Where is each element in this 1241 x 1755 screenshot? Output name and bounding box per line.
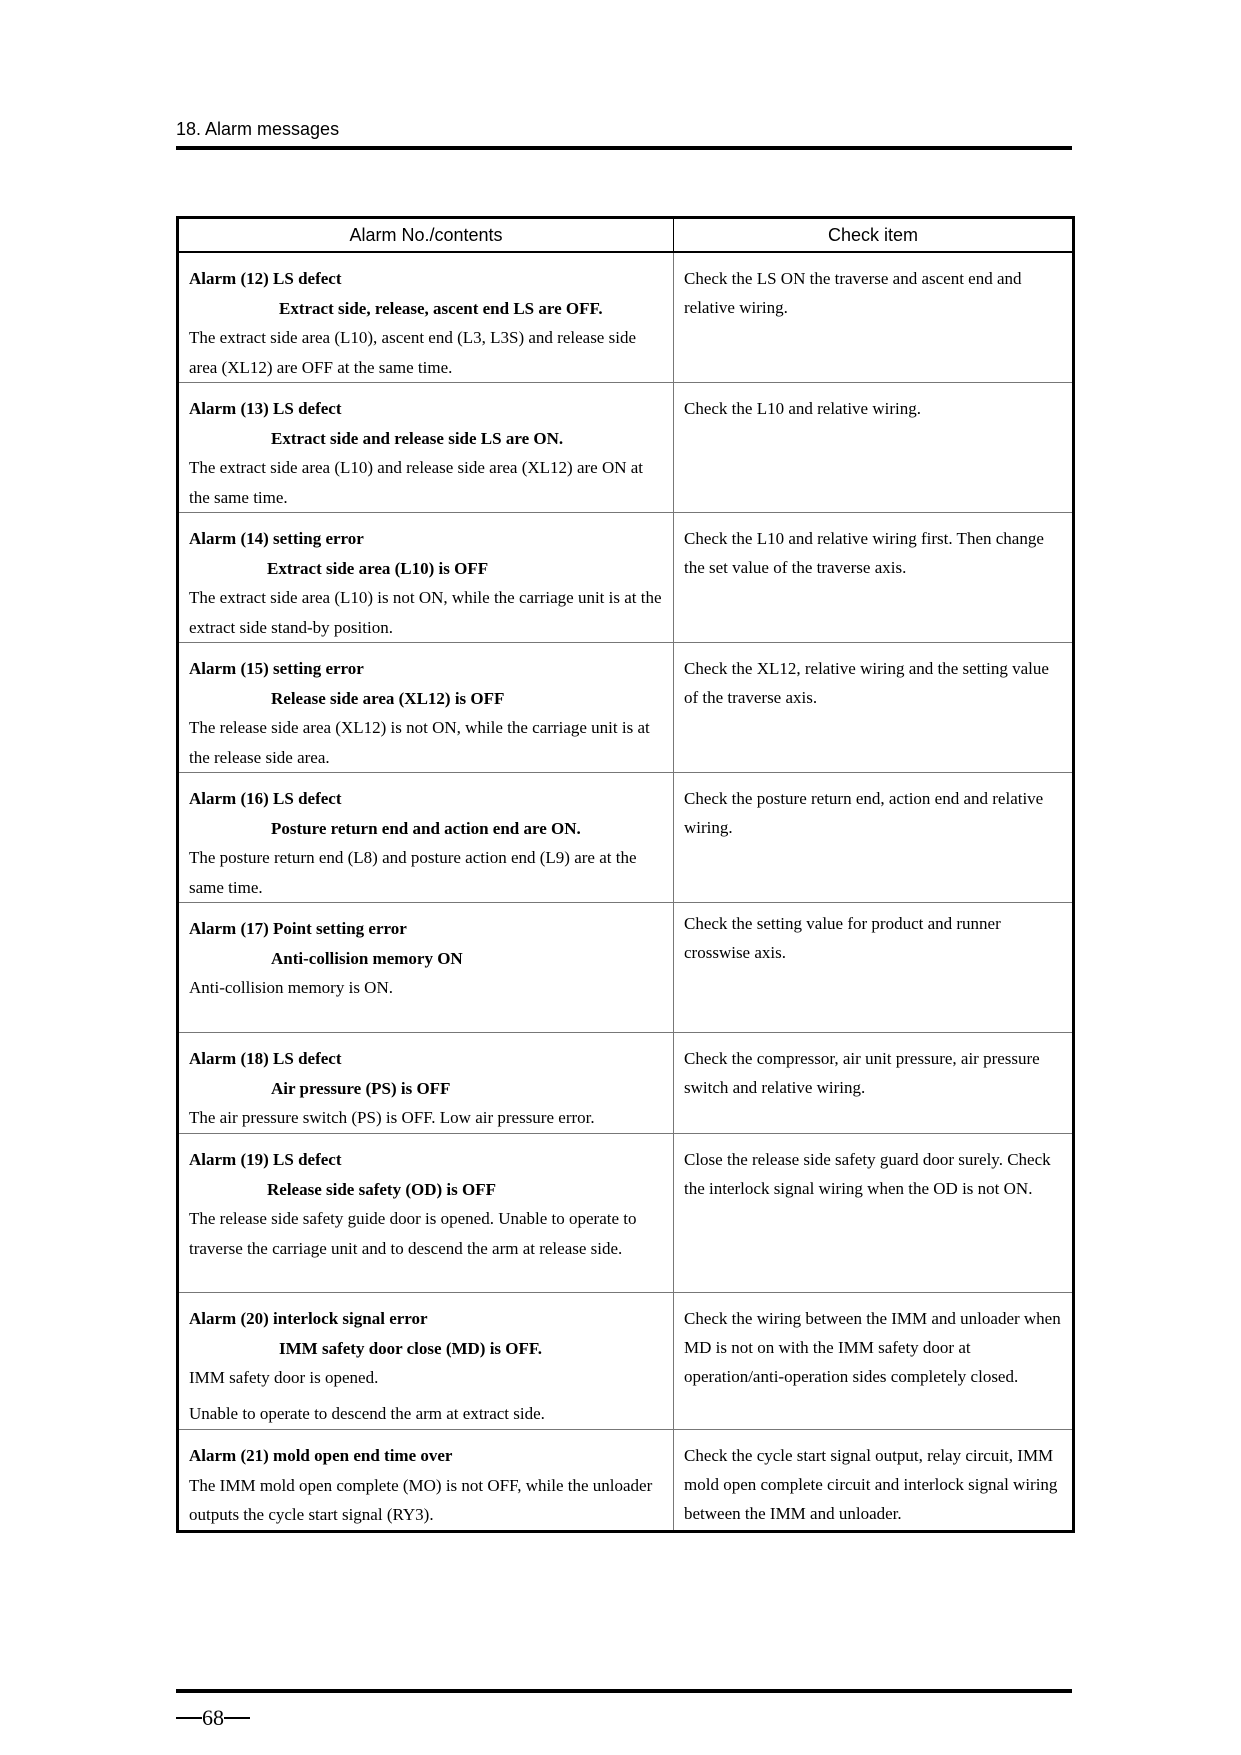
alarm-title: Alarm (15) setting error [189,659,364,678]
alarm-title: Alarm (21) mold open end time over [189,1446,453,1465]
page-number-dash-right [224,1717,250,1719]
table-row [178,513,1074,643]
page-number-value: 68 [202,1705,224,1730]
page-number [176,1705,250,1731]
header-divider [176,146,1072,150]
alarm-subtitle: Extract side, release, ascent end LS are OFF. [279,298,603,318]
table-row [178,1134,1074,1293]
check-item: Check the cycle start signal output, relay circuit, IMM mold open complete circuit and interlock signal wiring between the IMM and unloader. [674,1430,1074,1532]
table-row [178,1293,1074,1430]
alarm-subtitle: Release side area (XL12) is OFF [271,688,505,708]
alarm-description: The posture return end (L8) and posture action end (L9) are at the same time. [189,848,637,897]
check-item: Check the L10 and relative wiring first. Then change the set value of the traverse axis. [674,513,1074,643]
alarm-cell [178,1033,674,1134]
check-item: Check the posture return end, action end and relative wiring. [674,773,1074,903]
alarm-extra-note: Unable to operate to descend the arm at extract side. [189,1403,545,1423]
alarm-cell [178,903,674,1033]
alarm-subtitle: Extract side and release side LS are ON. [271,428,564,448]
alarm-cell [178,1430,674,1532]
footer-divider [176,1689,1072,1693]
alarm-title: Alarm (19) LS defect [189,1150,342,1169]
alarm-cell [178,773,674,903]
alarm-description: IMM safety door is opened. [189,1368,379,1387]
table-row [178,773,1074,903]
table-row [178,252,1074,383]
alarm-cell [178,643,674,773]
alarm-cell [178,513,674,643]
alarm-subtitle: Release side safety (OD) is OFF [267,1179,496,1199]
page-number-dash-left [176,1717,202,1719]
alarm-description: Anti-collision memory is ON. [189,978,393,997]
alarm-table [176,216,1075,1533]
alarm-description: The release side safety guide door is opened. Unable to operate to traverse the carriage unit and to descend the arm at release side. [189,1209,637,1258]
alarm-description: The air pressure switch (PS) is OFF. Low air pressure error. [189,1108,595,1127]
alarm-title: Alarm (16) LS defect [189,789,342,808]
alarm-title: Alarm (20) interlock signal error [189,1309,428,1328]
check-item: Check the wiring between the IMM and unloader when MD is not on with the IMM safety door at operation/anti-operation sides completely closed. [674,1293,1074,1430]
alarm-description: The release side area (XL12) is not ON, while the carriage unit is at the release side area. [189,718,650,767]
table-row [178,903,1074,1033]
table-header-row [178,218,1074,253]
alarm-title: Alarm (17) Point setting error [189,919,407,938]
alarm-subtitle: Extract side area (L10) is OFF [267,558,489,578]
column-header-check: Check item [674,218,1074,253]
table-row [178,1430,1074,1532]
alarm-description: The extract side area (L10) is not ON, while the carriage unit is at the extract side stand-by position. [189,588,662,637]
alarm-title: Alarm (18) LS defect [189,1049,342,1068]
alarm-title: Alarm (12) LS defect [189,269,342,288]
alarm-subtitle: Posture return end and action end are ON. [271,818,581,838]
check-item: Check the L10 and relative wiring. [674,383,1074,513]
check-item: Close the release side safety guard door surely. Check the interlock signal wiring when the OD is not ON. [674,1134,1074,1293]
check-item: Check the LS ON the traverse and ascent end and relative wiring. [674,252,1074,383]
column-header-alarm: Alarm No./contents [178,218,674,253]
alarm-cell [178,1293,674,1430]
check-item: Check the compressor, air unit pressure, air pressure switch and relative wiring. [674,1033,1074,1134]
alarm-subtitle: Anti-collision memory ON [271,948,463,968]
check-item: Check the XL12, relative wiring and the setting value of the traverse axis. [674,643,1074,773]
alarm-cell [178,252,674,383]
alarm-description: The extract side area (L10), ascent end (L3, L3S) and release side area (XL12) are OFF at the same time. [189,328,636,377]
alarm-cell [178,383,674,513]
alarm-description: The IMM mold open complete (MO) is not OFF, while the unloader outputs the cycle start signal (RY3). [189,1475,653,1524]
alarm-title: Alarm (14) setting error [189,529,364,548]
page-header-title: 18. Alarm messages [176,119,340,139]
alarm-subtitle: IMM safety door close (MD) is OFF. [279,1338,542,1358]
alarm-description: The extract side area (L10) and release side area (XL12) are ON at the same time. [189,458,644,507]
check-item: Check the setting value for product and runner crosswise axis. [674,903,1074,1033]
table-row [178,1033,1074,1134]
alarm-subtitle: Air pressure (PS) is OFF [271,1078,451,1098]
alarm-title: Alarm (13) LS defect [189,399,342,418]
table-row [178,643,1074,773]
alarm-cell [178,1134,674,1293]
table-row [178,383,1074,513]
